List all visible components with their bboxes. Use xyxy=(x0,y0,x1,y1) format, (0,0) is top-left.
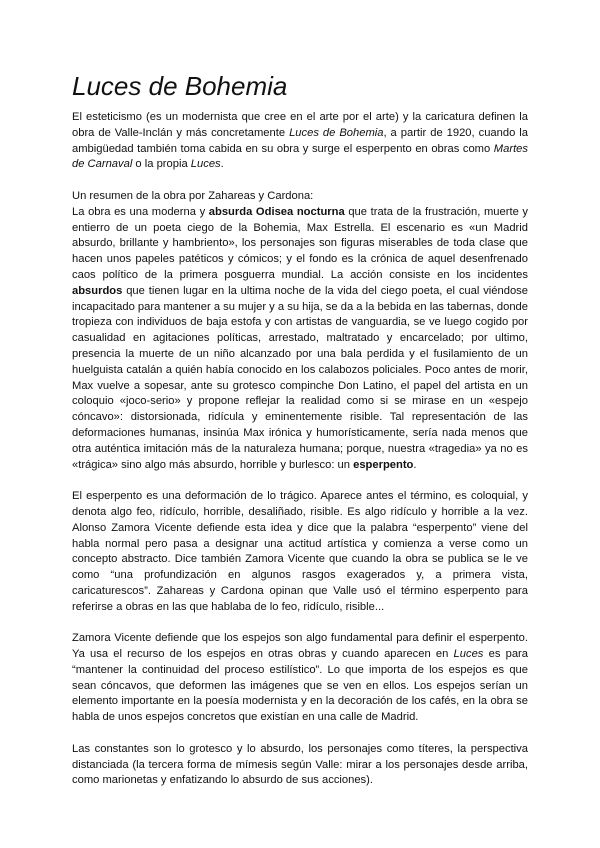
intro-work-luces: Luces xyxy=(190,158,221,171)
intro-text-4: . xyxy=(220,158,224,171)
espejos-work-luces: Luces xyxy=(453,648,484,661)
paragraph-intro xyxy=(72,110,528,173)
espejos-text-1: Zamora Vicente defiende que los espejos son algo fundamental para definir el esperpento. Ya usa el recurso de los espejos en otras obras y cuando aparecen en xyxy=(72,632,528,661)
paragraph-summary-heading: Un resumen de la obra por Zahareas y Cardona: xyxy=(72,189,314,202)
intro-work-martes: Martes de Carnaval xyxy=(72,142,528,171)
intro-work-title: Luces de Bohemia xyxy=(289,126,384,139)
summary-text-2: que trata de la frustración, muerte y entierro de un poeta ciego de la Bohemia, Max Estrella. El escenario es «un Madrid absurdo, brillante y hambriento», los personajes son figuras miserables de toda clase que hacen unos papeles patéticos y cómicos; y el fondo es la crónica de aquel desenfrenado caos político de la primera posguerra mundial. La acción consiste en los incidentes xyxy=(72,205,529,281)
paragraph-esperpento: El esperpento es una deformación de lo trágico. Aparece antes el término, es coloquial, y denota algo feo, ridículo, horrible, desaliñado, risible. Es algo ridículo y horrible a la vez. Alonso Zamora Vicente defiende esta idea y dice que la palabra “esperpento” viene del habla normal pero pasa a designar una actitud artística y comienza a verse como un concepto abstracto. Dice también Zamora Vicente que cuando la obra se publica se le ve como “una profundización en algunos rasgos exagerados y, a primera vista, caricaturescos”. Zahareas y Cardona opinan que Valle usó el término esperpento para referirse a obras en las que hablaba de lo feo, ridículo, risible... xyxy=(72,490,528,613)
paragraph-constantes: Las constantes son lo grotesco y lo absurdo, los personajes como títeres, la perspectiva distanciada (la tercera forma de mímesis según Valle: mirar a los personajes desde arriba, como marionetas y enfatizando lo absurdo de sus acciones). xyxy=(72,742,528,787)
summary-text-3: que tienen lugar en la ultima noche de la vida del ciego poeta, el cual viéndose incapacitado para mantener a su mujer y a su hija, se da a la bebida en las tabernas, donde tropieza con individuos de baja estofa y con artistas de vanguardia, se ve luego cogido por casualidad en agitaciones políticas, arrestado, maltratado y encarcelado; por ultimo, presencia la muerte de un niño alcanzado por una bala perdida y el fusilamiento de un huelguista catalán a quién había conocido en los calabozos policiales. Poco antes de morir, Max vuelve a sopesar, ante su grotesco compinche Don Latino, el papel del artista en un coloquio «joco-serio» y propone reflejar la realidad como si se mirase en un «espejo cóncavo»: distorsionada, ridícula y eminentemente risible. Tal representación de las deformaciones humanas, insinúa Max irónica y humorísticamente, sería nada menos que otra auténtica imitación más de la naturaleza humana; porque, nuestra «tragedia» ya no es «trágica» sino algo más absurdo, horrible y burlesco: un xyxy=(72,284,528,471)
page-title: Luces de Bohemia xyxy=(72,71,288,101)
summary-text-4: . xyxy=(413,458,417,471)
intro-text-1: El esteticismo (es un modernista que cree en el arte por el arte) y la caricatura definen la obra de Valle-Inclán y más concretamente xyxy=(72,111,528,139)
intro-text-2: , a partir de 1920, cuando la ambigüedad también toma cabida en su obra y surge el esperpento en obras como xyxy=(72,126,528,155)
paragraph-espejos xyxy=(72,631,528,726)
espejos-text-2: es para “mantener la continuidad del proceso estilístico”. Lo que importa de los espejos es que sean cóncavos, que deformen las imágenes que se ven en ellos. Los espejos serían un elemento importante en la poesía modernista y en la decoración de los cafés, en la obra se habla de unos espejos concretos que existían en una calle de Madrid. xyxy=(72,648,528,724)
document-body xyxy=(72,110,528,789)
summary-bold-absurdos: absurdos xyxy=(72,284,123,297)
summary-bold-odisea: absurda Odisea nocturna xyxy=(208,205,345,218)
intro-text-3: o la propia xyxy=(132,158,191,171)
summary-text-1: La obra es una moderna y xyxy=(72,205,209,218)
summary-bold-esperpento: esperpento xyxy=(353,458,414,471)
paragraph-summary xyxy=(72,205,528,474)
